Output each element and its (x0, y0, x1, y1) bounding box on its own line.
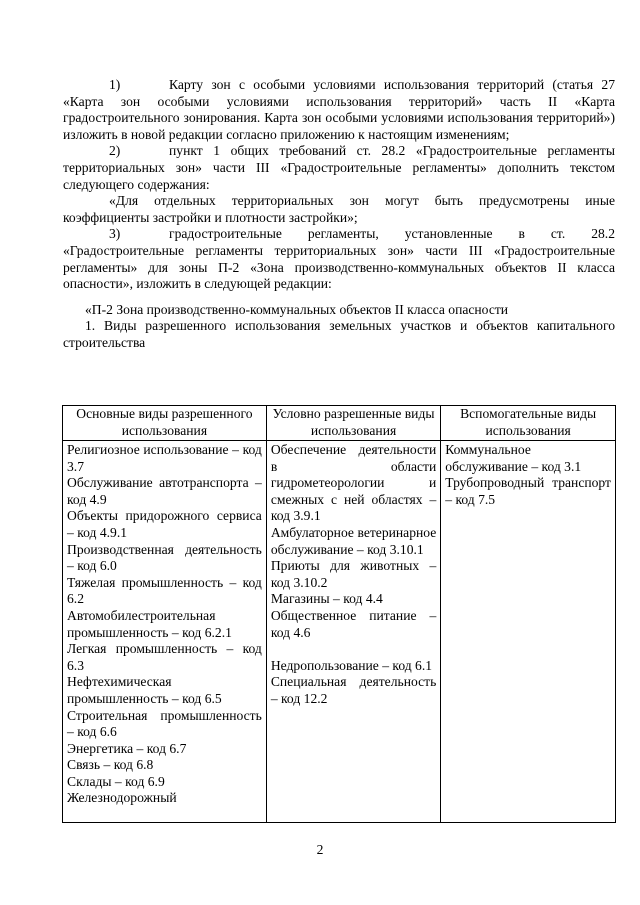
paragraph-2-text: пункт 1 общих требований ст. 28.2 «Градостроительные регламенты территориальных зон» части III «Градостроительные регламенты» дополнить текстом следующего содержания: (63, 143, 615, 192)
header-main-uses: Основные виды разрешенного использования (63, 406, 267, 441)
list-item: Амбулаторное ветеринарное обслуживание – код 3.10.1 (270, 524, 437, 557)
conditional-uses-cell (266, 441, 440, 823)
paragraph-1 (63, 77, 615, 143)
auxiliary-uses-cell (441, 441, 616, 823)
list-item: Нефтехимическая промышленность – код 6.5 (67, 674, 222, 706)
table-header-row (63, 406, 616, 441)
paragraph-2 (63, 143, 615, 193)
list-item: Обслуживание автотранспорта – код 4.9 (67, 475, 262, 507)
paragraph-3 (63, 226, 615, 292)
list-item: Автомобилестроительная промышленность – код 6.2.1 (67, 607, 232, 640)
list-item: Производственная деятельность – код 6.0 (67, 541, 262, 574)
paragraph-2-number: 2) (109, 143, 121, 159)
list-item: Легкая промышленность – код 6.3 (67, 641, 262, 673)
header-conditional-uses: Условно разрешенные виды использования (266, 406, 440, 441)
table-row (63, 441, 616, 823)
list-item: Религиозное использование – код 3.7 (67, 442, 262, 474)
list-item: Трубопроводный транспорт – код 7.5 (445, 475, 611, 507)
list-item: Склады – код 6.9 (67, 773, 165, 789)
list-item: Недропользование – код 6.1 (270, 657, 433, 673)
list-item: Магазины – код 4.4 (270, 591, 383, 607)
list-item: Общественное питание – код 4.6 (270, 607, 437, 640)
header-auxiliary-uses: Вспомогательные виды использования (441, 406, 616, 441)
list-item: Объекты придорожного сервиса – код 4.9.1 (67, 508, 262, 540)
paragraph-1-number: 1) (109, 77, 121, 92)
list-item: Железнодорожный (67, 790, 177, 806)
paragraph-3-number: 3) (109, 226, 121, 242)
list-item: Обеспечение деятельности в области гидрометеорологии и смежных с ней областях – код 3.9.1 (270, 442, 437, 524)
zone-title: «П-2 Зона производственно-коммунальных объектов II класса опасности (85, 301, 509, 317)
list-item: Приюты для животных – код 3.10.2 (270, 558, 437, 590)
list-item: Энергетика – код 6.7 (67, 740, 187, 756)
main-uses-cell (63, 441, 267, 823)
page-number: 2 (316, 842, 324, 857)
list-item: Тяжелая промышленность – код 6.2 (67, 574, 262, 607)
amendment-text (63, 77, 615, 352)
section-heading: 1. Виды разрешенного использования земельных участков и объектов капитального строительства (63, 318, 615, 350)
paragraph-3-text: градостроительные регламенты, установленные в ст. 28.2 «Градостроительные регламенты территориальных зон» части III «Градостроительные регламенты» для зоны П-2 «Зона производственно-коммунальных объектов II класса опасности», изложить в следующей редакции: (63, 226, 615, 292)
list-item: Связь – код 6.8 (67, 757, 154, 773)
spacer (271, 641, 436, 658)
paragraph-2-quote: «Для отдельных территориальных зон могут быть предусмотрены иные коэффициенты застройки и плотности застройки»; (63, 193, 615, 225)
list-item: Коммунальное обслуживание – код 3.1 (445, 442, 582, 474)
list-item: Строительная промышленность – код 6.6 (67, 707, 262, 740)
paragraph-1-text: Карту зон с особыми условиями использования территорий (статья 27 «Карта зон особыми условиями использования территорий» часть II «Карта градостроительного зонирования. Карта зон особыми условиями использования территорий») изложить в новой редакции согласно приложению к настоящим изменениям; (63, 77, 615, 142)
land-use-table (62, 405, 616, 823)
list-item: Специальная деятельность – код 12.2 (270, 674, 437, 706)
